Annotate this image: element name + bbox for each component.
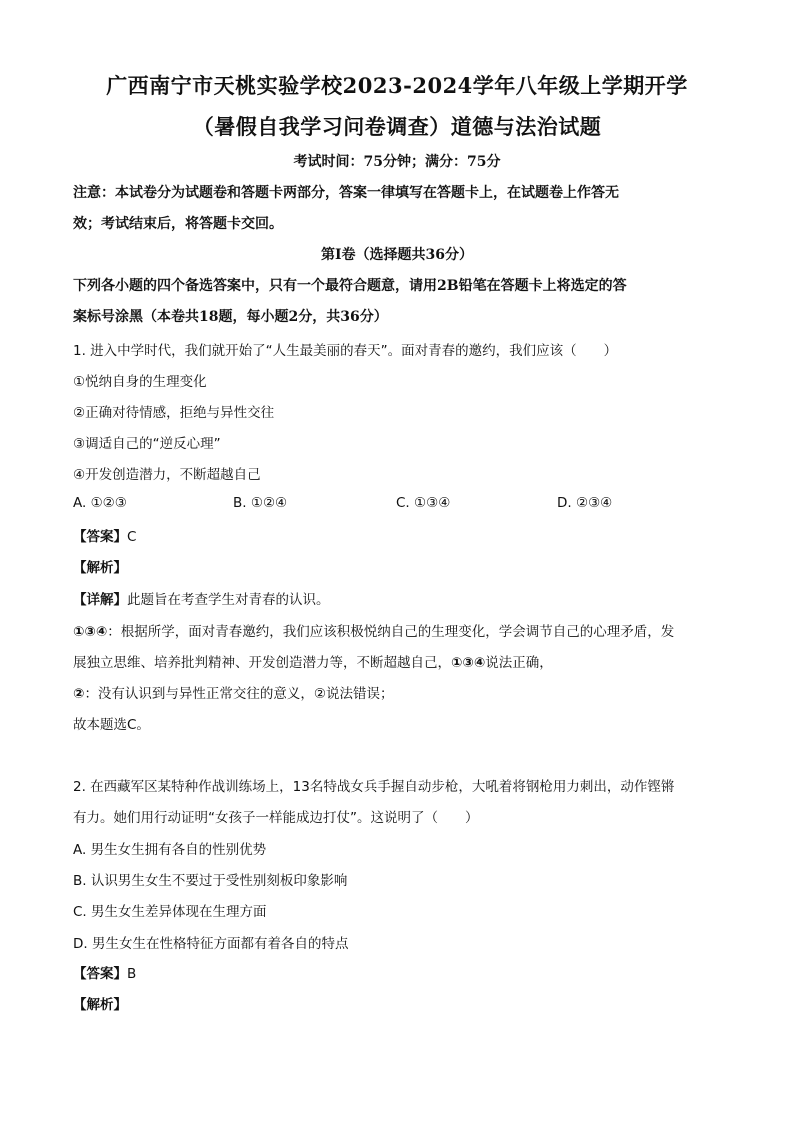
question-1-item: ④开发创造潜力，不断超越自己 xyxy=(73,467,261,483)
question-1-option-c: C. ①③④ xyxy=(396,495,451,511)
question-1-stem: 1. 进入中学时代，我们就开始了“人生最美丽的春天”。面对青春的邀约，我们应该（ ） xyxy=(73,343,618,359)
explanation-text: ：根据所学，面对青春邀约，我们应该积极悦纳自己的生理变化，学会调节自己的心理矛盾，发 xyxy=(107,624,675,640)
answer-label: 【答案】 xyxy=(73,529,127,545)
question-1-answer xyxy=(73,525,136,545)
question-1-item: ①悦纳自身的生理变化 xyxy=(73,374,207,390)
question-2-stem-line-2: 有力。她们用行动证明“女孩子一样能成边打仗”。这说明了（ ） xyxy=(73,810,479,826)
question-1-item: ②正确对待情感，拒绝与异性交往 xyxy=(73,405,275,421)
section-title: 第Ⅰ卷（选择题共36分） xyxy=(320,247,474,263)
instruction-line-2: 案标号涂黑（本卷共18题，每小题2分，共36分） xyxy=(73,309,388,325)
explanation-key: ①③④ xyxy=(73,624,108,640)
notice-line-1: 注意：本试卷分为试题卷和答题卡两部分，答案一律填写在答题卡上，在试题卷上作答无 xyxy=(73,185,619,201)
notice-line-2: 效；考试结束后，将答题卡交回。 xyxy=(73,216,283,232)
question-2-answer xyxy=(73,962,136,982)
question-1-explanation-line-2 xyxy=(73,651,553,671)
question-1-conclusion: 故本题选C。 xyxy=(73,717,150,733)
exam-info: 考试时间：75分钟；满分：75分 xyxy=(293,154,501,170)
question-1-explanation-line-3 xyxy=(73,682,394,702)
explanation-text: 说法正确， xyxy=(485,655,553,671)
question-2-option-a: A. 男生女生拥有各自的性别优势 xyxy=(73,842,267,858)
explanation-text: ：没有认识到与异性正常交往的意义，②说法错误； xyxy=(84,686,394,702)
question-2-option-b: B. 认识男生女生不要过于受性别刻板印象影响 xyxy=(73,873,348,889)
title-line-1: 广西南宁市天桃实验学校2023-2024学年八年级上学期开学 xyxy=(106,73,688,98)
explanation-text: 展独立思维、培养批判精神、开发创造潜力等，不断超越自己， xyxy=(73,655,451,671)
explanation-key: ② xyxy=(73,686,85,702)
title-line-2: （暑假自我学习问卷调查）道德与法治试题 xyxy=(192,114,602,139)
instruction-line-1: 下列各小题的四个备选答案中，只有一个最符合题意，请用2B铅笔在答题卡上将选定的答 xyxy=(73,278,627,294)
explanation-key: ①③④ xyxy=(451,655,486,671)
question-1-analysis-label: 【解析】 xyxy=(73,560,127,576)
question-2-analysis-label: 【解析】 xyxy=(73,997,127,1013)
question-1-option-d: D. ②③④ xyxy=(557,495,613,511)
question-1-option-b: B. ①②④ xyxy=(233,495,288,511)
question-1-explanation-line-1 xyxy=(73,620,674,640)
question-2-option-d: D. 男生女生在性格特征方面都有着各自的特点 xyxy=(73,936,349,952)
detail-label: 【详解】 xyxy=(73,592,127,608)
answer-value: B xyxy=(127,966,137,982)
question-1-item: ③调适自己的“逆反心理” xyxy=(73,436,221,452)
question-1-option-a: A. ①②③ xyxy=(73,495,127,511)
question-2-stem-line-1: 2. 在西藏军区某特种作战训练场上，13名特战女兵手握自动步枪，大吼着将钢枪用力刺出，动作铿锵 xyxy=(73,779,675,795)
question-1-detail xyxy=(73,588,330,608)
answer-value: C xyxy=(127,529,137,545)
answer-label: 【答案】 xyxy=(73,966,127,982)
detail-text: 此题旨在考查学生对青春的认识。 xyxy=(127,592,330,608)
question-2-option-c: C. 男生女生差异体现在生理方面 xyxy=(73,904,267,920)
